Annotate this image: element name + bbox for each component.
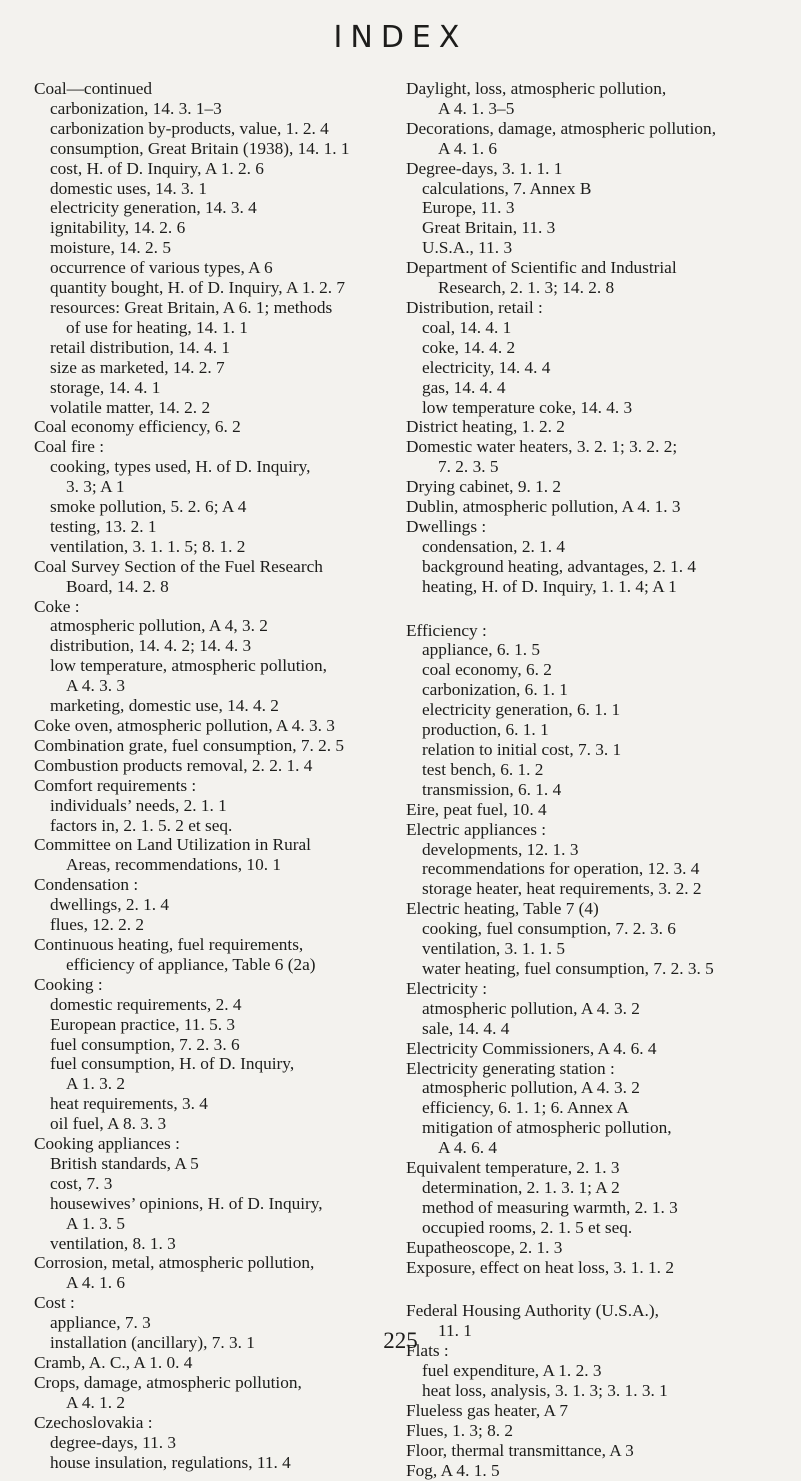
index-subentry: storage heater, heat requirements, 3. 2. 2	[422, 879, 702, 899]
index-subentry: low temperature coke, 14. 4. 3	[422, 397, 633, 417]
index-heading: Cramb, A. C., A 1. 0. 4	[34, 1353, 193, 1372]
index-subentry: degree-days, 11. 3	[50, 1432, 177, 1452]
index-subentry: ventilation, 8. 1. 3	[50, 1233, 176, 1253]
index-subentry: water heating, fuel consumption, 7. 2. 3. 5	[422, 958, 714, 978]
index-heading: Dublin, atmospheric pollution, A 4. 1. 3	[406, 497, 681, 517]
index-subentry: cost, H. of D. Inquiry, A 1. 2. 6	[50, 158, 264, 178]
index-heading: Equivalent temperature, 2. 1. 3	[406, 1158, 620, 1178]
index-subentry: British standards, A 5	[50, 1153, 199, 1173]
index-subentry: dwellings, 2. 1. 4	[50, 895, 170, 915]
index-subentry: coal economy, 6. 2	[422, 660, 552, 680]
index-subentry: house insulation, regulations, 11. 4	[50, 1452, 291, 1472]
index-heading: Daylight, loss, atmospheric pollution,	[406, 79, 667, 98]
index-subentry: electricity generation, 14. 3. 4	[50, 198, 257, 218]
index-subentry: A 1. 3. 5	[66, 1213, 126, 1233]
index-heading: Decorations, damage, atmospheric pollution,	[406, 118, 717, 138]
index-subentry: cooking, types used, H. of D. Inquiry,	[50, 457, 311, 477]
index-heading: Floor, thermal transmittance, A 3	[406, 1440, 634, 1460]
index-subentry: moisture, 14. 2. 5	[50, 238, 171, 258]
index-subentry: resources: Great Britain, A 6. 1; methods	[50, 297, 333, 317]
index-subentry: electricity, 14. 4. 4	[422, 357, 551, 377]
index-subentry: housewives’ opinions, H. of D. Inquiry,	[50, 1193, 323, 1213]
index-subentry: domestic uses, 14. 3. 1	[50, 178, 207, 198]
index-subentry: coal, 14. 4. 1	[422, 317, 512, 337]
index-subentry: A 4. 1. 3–5	[438, 98, 515, 118]
index-subentry: occurrence of various types, A 6	[50, 258, 273, 278]
index-heading: Eupatheoscope, 2. 1. 3	[406, 1237, 563, 1257]
index-subentry: transmission, 6. 1. 4	[422, 779, 562, 799]
index-heading: Efficiency :	[406, 620, 487, 640]
index-spacer	[406, 597, 776, 621]
page-number: 225	[383, 1328, 418, 1353]
index-subentry: low temperature, atmospheric pollution,	[50, 656, 327, 676]
index-subentry: Europe, 11. 3	[422, 198, 515, 218]
index-subentry: occupied rooms, 2. 1. 5 et seq.	[422, 1217, 633, 1237]
index-heading: Domestic water heaters, 3. 2. 1; 3. 2. 2;	[406, 437, 678, 457]
index-subentry: Areas, recommendations, 10. 1	[66, 855, 281, 875]
index-subentry: ventilation, 3. 1. 1. 5; 8. 1. 2	[50, 536, 246, 556]
index-subentry: smoke pollution, 5. 2. 6; A 4	[50, 497, 247, 517]
index-subentry: U.S.A., 11. 3	[422, 238, 513, 258]
index-heading: Degree-days, 3. 1. 1. 1	[406, 158, 563, 178]
index-subentry: atmospheric pollution, A 4, 3. 2	[50, 616, 268, 636]
index-subentry: developments, 12. 1. 3	[422, 839, 579, 859]
index-heading: Coal—continued	[34, 79, 153, 98]
index-heading: Czechoslovakia :	[34, 1412, 153, 1432]
index-subentry: factors in, 2. 1. 5. 2 et seq.	[50, 815, 233, 835]
index-heading: Electric heating, Table 7 (4)	[406, 899, 599, 919]
index-subentry: gas, 14. 4. 4	[422, 377, 506, 397]
index-right-column	[406, 79, 776, 1481]
index-heading: Electricity generating station :	[406, 1058, 615, 1078]
index-subentry: European practice, 11. 5. 3	[50, 1014, 236, 1034]
index-subentry: oil fuel, A 8. 3. 3	[50, 1114, 167, 1134]
index-heading: Comfort requirements :	[34, 775, 197, 795]
index-subentry: coke, 14. 4. 2	[422, 337, 516, 357]
index-subentry: cooking, fuel consumption, 7. 2. 3. 6	[422, 919, 676, 939]
index-subentry: Board, 14. 2. 8	[66, 576, 169, 596]
index-subentry: heating, H. of D. Inquiry, 1. 1. 4; A 1	[422, 576, 677, 596]
index-subentry: 3. 3; A 1	[66, 477, 125, 497]
index-heading: Committee on Land Utilization in Rural	[34, 835, 311, 855]
index-subentry: fuel consumption, H. of D. Inquiry,	[50, 1054, 295, 1074]
index-heading: Coke :	[34, 596, 80, 616]
index-heading: Flues, 1. 3; 8. 2	[406, 1420, 514, 1440]
index-subentry: 11. 1	[438, 1321, 472, 1341]
index-heading: Cooking appliances :	[34, 1134, 180, 1154]
index-subentry: marketing, domestic use, 14. 4. 2	[50, 696, 279, 716]
index-heading: Drying cabinet, 9. 1. 2	[406, 477, 562, 497]
index-subentry: test bench, 6. 1. 2	[422, 759, 544, 779]
index-subentry: determination, 2. 1. 3. 1; A 2	[422, 1177, 620, 1197]
index-heading: Electricity Commissioners, A 4. 6. 4	[406, 1038, 657, 1058]
index-subentry: fuel consumption, 7. 2. 3. 6	[50, 1034, 240, 1054]
index-subentry: Research, 2. 1. 3; 14. 2. 8	[438, 278, 615, 298]
index-subentry: ignitability, 14. 2. 6	[50, 218, 186, 238]
index-heading: Combination grate, fuel consumption, 7. 2. 5	[34, 735, 345, 755]
index-subentry: appliance, 7. 3	[50, 1313, 151, 1333]
index-subentry: method of measuring warmth, 2. 1. 3	[422, 1197, 678, 1217]
index-subentry: Great Britain, 11. 3	[422, 218, 556, 238]
index-subentry: A 4. 1. 2	[66, 1392, 126, 1412]
index-subentry: 7. 2. 3. 5	[438, 457, 499, 477]
index-subentry: distribution, 14. 4. 2; 14. 4. 3	[50, 636, 252, 656]
index-subentry: efficiency, 6. 1. 1; 6. Annex A	[422, 1098, 629, 1118]
index-subentry: installation (ancillary), 7. 3. 1	[50, 1333, 255, 1353]
index-subentry: heat requirements, 3. 4	[50, 1094, 208, 1114]
index-heading: Distribution, retail :	[406, 297, 543, 317]
index-subentry: carbonization, 14. 3. 1–3	[50, 98, 222, 118]
index-left-column	[34, 79, 388, 1472]
index-spacer	[406, 1277, 776, 1301]
index-subentry: consumption, Great Britain (1938), 14. 1. 1	[50, 138, 350, 158]
index-subentry: carbonization, 6. 1. 1	[422, 680, 568, 700]
index-heading: Electric appliances :	[406, 819, 547, 839]
index-heading: Flueless gas heater, A 7	[406, 1401, 569, 1420]
index-subentry: electricity generation, 6. 1. 1	[422, 700, 621, 720]
index-heading: Cooking :	[34, 974, 103, 994]
index-heading: Department of Scientific and Industrial	[406, 258, 677, 278]
index-subentry: individuals’ needs, 2. 1. 1	[50, 795, 227, 815]
index-heading: Crops, damage, atmospheric pollution,	[34, 1372, 302, 1392]
index-heading: Federal Housing Authority (U.S.A.),	[406, 1301, 659, 1321]
index-heading: Cost :	[34, 1293, 75, 1313]
index-heading: Flats :	[406, 1341, 449, 1361]
index-heading: District heating, 1. 2. 2	[406, 417, 565, 437]
index-subentry: volatile matter, 14. 2. 2	[50, 397, 211, 417]
index-subentry: efficiency of appliance, Table 6 (2a)	[66, 954, 316, 974]
index-subentry: retail distribution, 14. 4. 1	[50, 337, 230, 357]
index-subentry: background heating, advantages, 2. 1. 4	[422, 556, 697, 576]
index-heading: Continuous heating, fuel requirements,	[34, 934, 304, 954]
index-heading: Fog, A 4. 1. 5	[406, 1460, 500, 1480]
index-subentry: size as marketed, 14. 2. 7	[50, 357, 225, 377]
index-subentry: heat loss, analysis, 3. 1. 3; 3. 1. 3. 1	[422, 1381, 668, 1401]
index-heading: Combustion products removal, 2. 2. 1. 4	[34, 755, 313, 775]
index-subentry: carbonization by-products, value, 1. 2. 4	[50, 118, 329, 138]
index-subentry: of use for heating, 14. 1. 1	[66, 317, 248, 337]
index-subentry: storage, 14. 4. 1	[50, 377, 161, 397]
index-subentry: ventilation, 3. 1. 1. 5	[422, 939, 566, 959]
page-title: INDEX	[333, 20, 468, 55]
index-subentry: A 4. 1. 6	[438, 138, 498, 158]
index-subentry: A 4. 3. 3	[66, 676, 126, 696]
index-heading: Electricity :	[406, 978, 488, 998]
index-subentry: mitigation of atmospheric pollution,	[422, 1118, 672, 1138]
index-subentry: sale, 14. 4. 4	[422, 1018, 510, 1038]
index-subentry: appliance, 6. 1. 5	[422, 640, 541, 660]
index-subentry: relation to initial cost, 7. 3. 1	[422, 740, 622, 759]
index-heading: Exposure, effect on heat loss, 3. 1. 1. 2	[406, 1257, 674, 1277]
index-heading: Corrosion, metal, atmospheric pollution,	[34, 1253, 315, 1273]
index-subentry: fuel expenditure, A 1. 2. 3	[422, 1361, 602, 1381]
index-subentry: atmospheric pollution, A 4. 3. 2	[422, 998, 640, 1018]
index-subentry: production, 6. 1. 1	[422, 720, 549, 740]
index-subentry: recommendations for operation, 12. 3. 4	[422, 859, 700, 879]
index-subentry: atmospheric pollution, A 4. 3. 2	[422, 1078, 640, 1098]
index-subentry: calculations, 7. Annex B	[422, 178, 592, 198]
index-heading: Dwellings :	[406, 516, 487, 536]
index-subentry: cost, 7. 3	[50, 1173, 113, 1193]
index-heading: Coal fire :	[34, 437, 105, 457]
index-heading: Coal Survey Section of the Fuel Research	[34, 556, 323, 576]
index-subentry: domestic requirements, 2. 4	[50, 994, 242, 1014]
index-subentry: A 4. 1. 6	[66, 1273, 126, 1293]
index-heading: Eire, peat fuel, 10. 4	[406, 799, 547, 819]
index-subentry: A 4. 6. 4	[438, 1138, 498, 1158]
index-subentry: A 1. 3. 2	[66, 1074, 126, 1094]
index-subentry: quantity bought, H. of D. Inquiry, A 1. 2. 7	[50, 278, 346, 298]
index-subentry: testing, 13. 2. 1	[50, 516, 157, 536]
index-subentry: flues, 12. 2. 2	[50, 915, 145, 935]
index-heading: Condensation :	[34, 875, 139, 895]
index-subentry: condensation, 2. 1. 4	[422, 536, 566, 556]
index-heading: Coke oven, atmospheric pollution, A 4. 3. 3	[34, 716, 335, 735]
index-heading: Coal economy efficiency, 6. 2	[34, 417, 241, 437]
